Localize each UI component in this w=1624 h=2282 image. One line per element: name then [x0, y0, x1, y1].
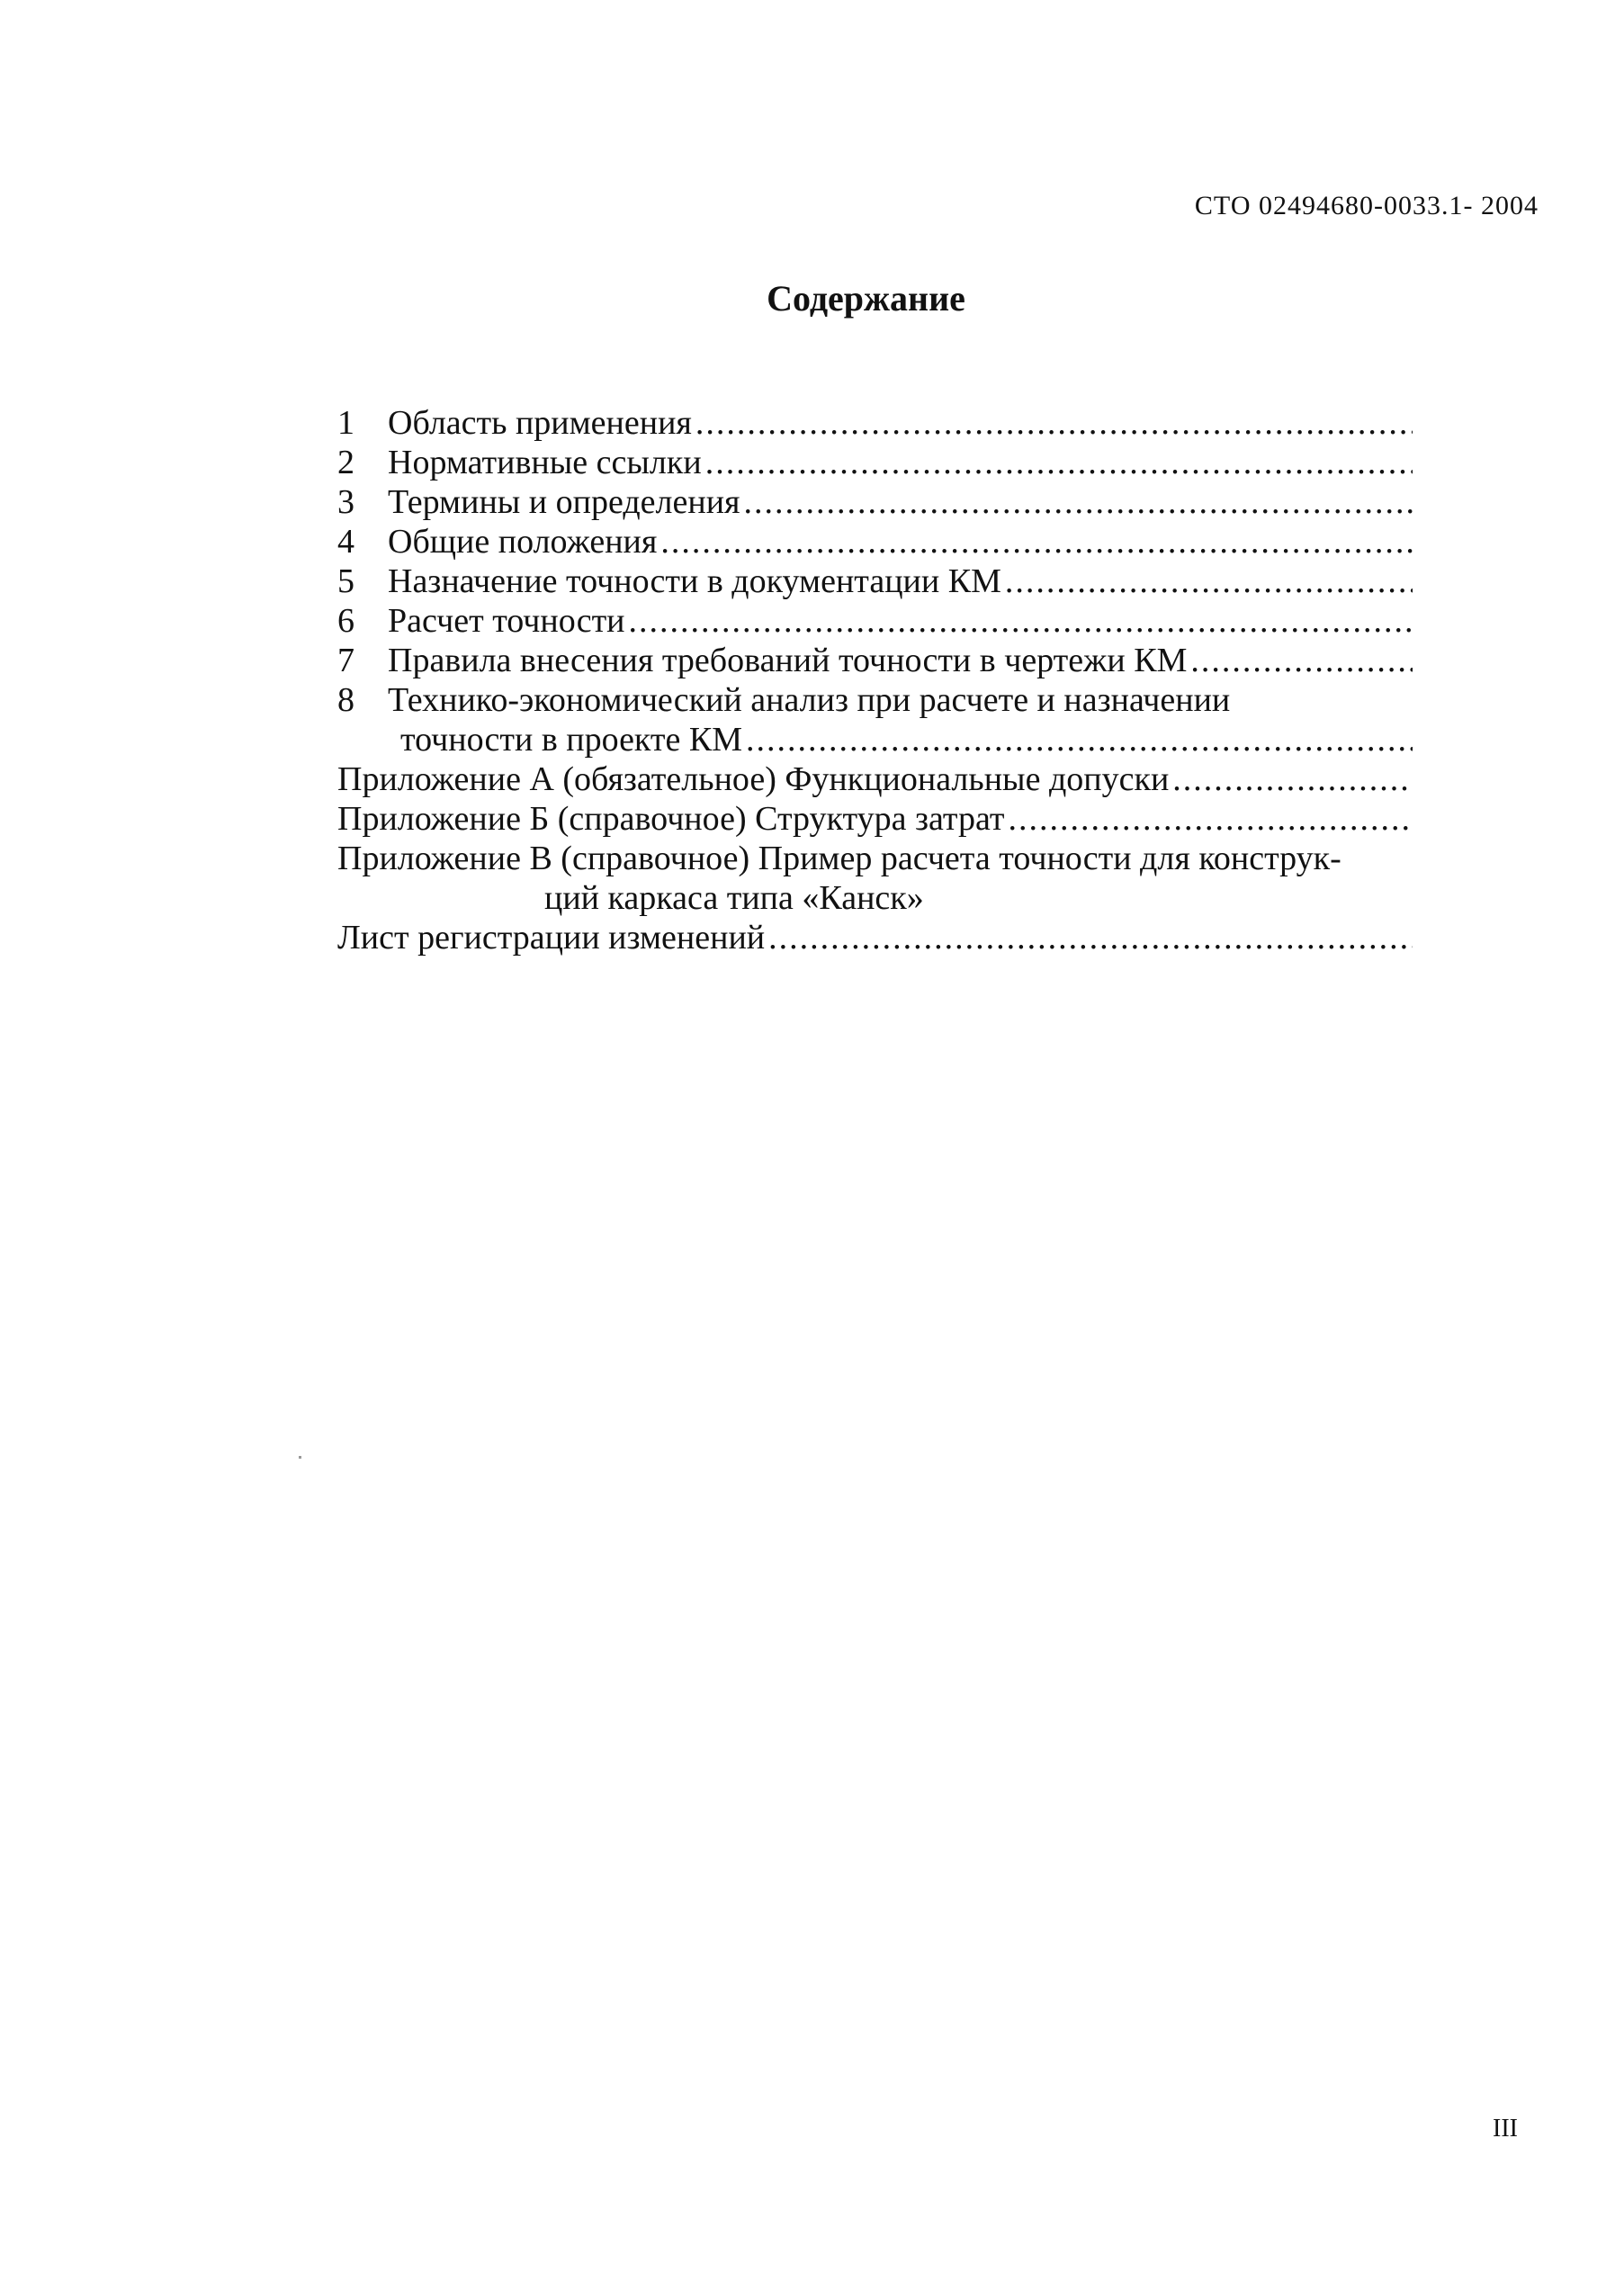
leader-dots [1008, 799, 1413, 839]
toc-item-number: 3 [337, 483, 354, 521]
toc-item-number: 7 [337, 642, 354, 679]
leader-dots [1190, 641, 1413, 680]
toc-item-number: 5 [337, 562, 354, 600]
toc-item-8[interactable] [337, 680, 1413, 720]
toc-item-label: Общие положения [388, 523, 658, 561]
toc-appendix-a[interactable] [337, 759, 1413, 799]
page-number: III [1493, 2115, 1518, 2143]
page-title: Содержание [767, 278, 965, 319]
toc-item-7[interactable] [337, 641, 1413, 680]
leader-dots [695, 403, 1413, 443]
toc-item-label: Назначение точности в документации КМ [388, 562, 1001, 600]
toc-item-number: 2 [337, 444, 354, 481]
toc-item-2[interactable] [337, 443, 1413, 482]
toc-item-label: Приложение В (справочное) Пример расчета точности для конструк- [337, 840, 1341, 877]
toc-change-sheet[interactable] [337, 918, 1413, 957]
toc-item-1[interactable] [337, 403, 1413, 443]
toc-item-label: Область применения [388, 404, 692, 442]
toc-item-label: Расчет точности [388, 602, 625, 640]
toc-item-8-continuation[interactable] [337, 720, 1413, 759]
toc-item-label: Лист регистрации изменений [337, 919, 766, 957]
leader-dots [768, 918, 1413, 957]
leader-dots [705, 443, 1413, 482]
toc-item-label: Правила внесения требований точности в чертежи КМ [388, 642, 1188, 679]
table-of-contents [337, 403, 1413, 957]
scan-speck [299, 1456, 301, 1459]
leader-dots [1172, 759, 1413, 799]
toc-item-number: 6 [337, 602, 354, 640]
doc-code: СТО 02494680-0033.1- 2004 [1194, 191, 1539, 220]
toc-appendix-v[interactable] [337, 839, 1413, 878]
toc-item-label: точности в проекте КМ [400, 721, 742, 759]
toc-item-label: Термины и определения [388, 483, 740, 521]
toc-item-4[interactable] [337, 522, 1413, 562]
leader-dots [746, 720, 1413, 759]
toc-item-6[interactable] [337, 601, 1413, 641]
leader-dots [1005, 562, 1413, 601]
leader-dots [744, 482, 1413, 522]
leader-dots [629, 601, 1413, 641]
toc-item-label: Приложение Б (справочное) Структура затрат [337, 800, 1005, 838]
toc-item-3[interactable] [337, 482, 1413, 522]
leader-dots [660, 522, 1413, 562]
toc-item-label: Нормативные ссылки [388, 444, 702, 481]
toc-item-number: 4 [337, 523, 354, 561]
toc-item-label: ций каркаса типа «Канск» [544, 879, 924, 917]
toc-item-label: Приложение А (обязательное) Функциональные допуски [337, 760, 1170, 798]
toc-appendix-v-continuation[interactable] [337, 878, 1413, 918]
toc-item-number: 1 [337, 404, 354, 442]
toc-item-number: 8 [337, 681, 354, 719]
toc-appendix-b[interactable] [337, 799, 1413, 839]
toc-item-label: Технико-экономический анализ при расчете и назначении [388, 681, 1231, 719]
toc-item-5[interactable] [337, 562, 1413, 601]
